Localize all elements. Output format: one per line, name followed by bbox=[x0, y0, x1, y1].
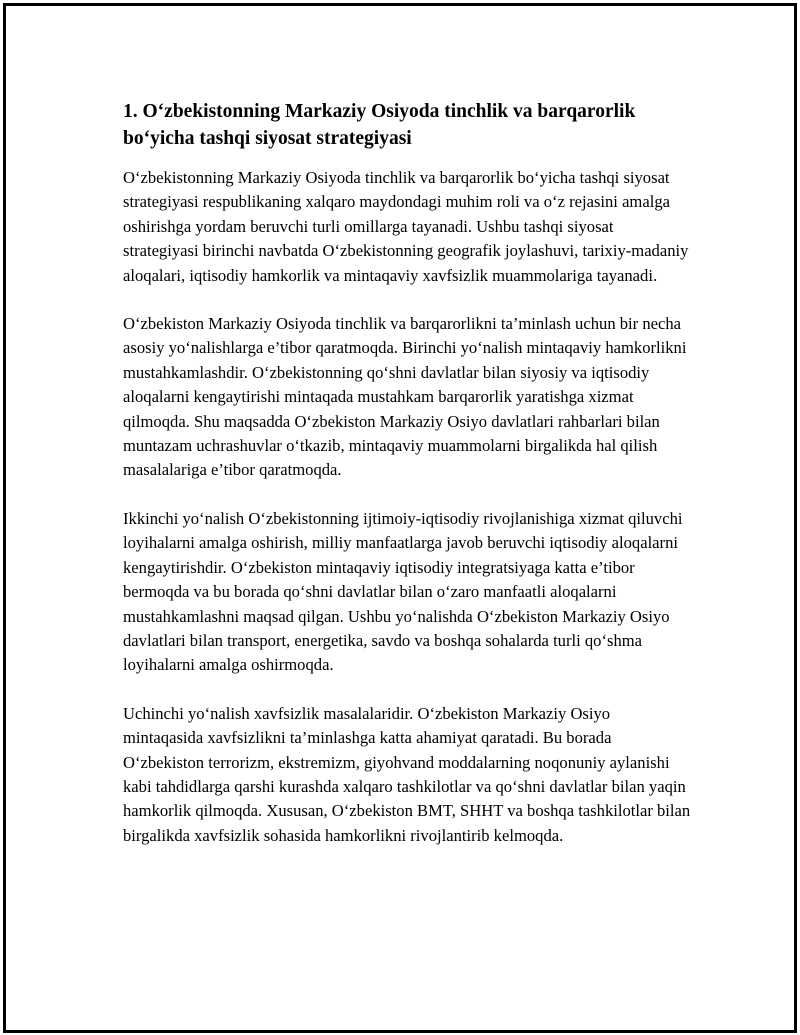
paragraph-1: O‘zbekistonning Markaziy Osiyoda tinchlik va barqarorlik bo‘yicha tashqi siyosat strategiyasi respublikaning xalqaro maydondagi muhim roli va o‘z rejasini amalga oshirishga yordam beruvchi turli omillarga tayanadi. Ushbu tashqi siyosat strategiyasi birinchi navbatda O‘zbekistonning geografik joylashuvi, tarixiy-madaniy aloqalari, iqtisodiy hamkorlik va mintaqaviy xavfsizlik muammolariga tayanadi. bbox=[123, 168, 689, 285]
paragraph-4: Uchinchi yo‘nalish xavfsizlik masalalaridir. O‘zbekiston Markaziy Osiyo mintaqasida xavfsizlikni ta’minlashga katta ahamiyat qaratadi. Bu borada O‘zbekiston terrorizm, ekstremizm, giyohvand moddalarning noqonuniy aylanishi kabi tahdidlarga qarshi kurashda xalqaro tashkilotlar va qo‘shni davlatlar bilan yaqin hamkorlik qilmoqda. Xususan, O‘zbekiston BMT, SHHT va boshqa tashkilotlar bilan birgalikda xavfsizlik sohasida hamkorlikni rivojlantirib kelmoqda. bbox=[123, 703, 691, 845]
section-title: 1. O‘zbekistonning Markaziy Osiyoda tinchlik va barqarorlik bo‘yicha tashqi siyosat strategiyasi bbox=[123, 101, 636, 149]
paragraph-3: Ikkinchi yo‘nalish O‘zbekistonning ijtimoiy-iqtisodiy rivojlanishiga xizmat qiluvchi loyihalarni amalga oshirish, milliy manfaatlarga javob beruvchi iqtisodiy aloqalarni kengaytirishdir. O‘zbekiston mintaqaviy iqtisodiy integratsiyaga katta e’tibor bermoqda va bu borada qo‘shni davlatlar bilan o‘zaro manfaatli aloqalarni mustahkamlashni maqsad qilgan. Ushbu yo‘nalishda O‘zbekiston Markaziy Osiyo davlatlari bilan transport, energetika, savdo va boshqa sohalarda turli qo‘shma loyihalarni amalga oshirmoqda. bbox=[123, 508, 683, 675]
page-frame bbox=[3, 3, 797, 1033]
paragraph-2: O‘zbekiston Markaziy Osiyoda tinchlik va barqarorlikni ta’minlash uchun bir necha asosiy yo‘nalishlarga e’tibor qaratmoqda. Birinchi yo‘nalish mintaqaviy hamkorlikni mustahkamlashdir. O‘zbekistonning qo‘shni davlatlar bilan siyosiy va iqtisodiy aloqalarni kengaytirishi mintaqada mustahkam barqarorlik yaratishga xizmat qilmoqda. Shu maqsadda O‘zbekiston Markaziy Osiyo davlatlari rahbarlari bilan muntazam uchrashuvlar o‘tkazib, mintaqaviy muammolarni birgalikda hal qilish masalalariga e’tibor qaratmoqda. bbox=[123, 314, 687, 480]
document-body bbox=[123, 98, 693, 872]
